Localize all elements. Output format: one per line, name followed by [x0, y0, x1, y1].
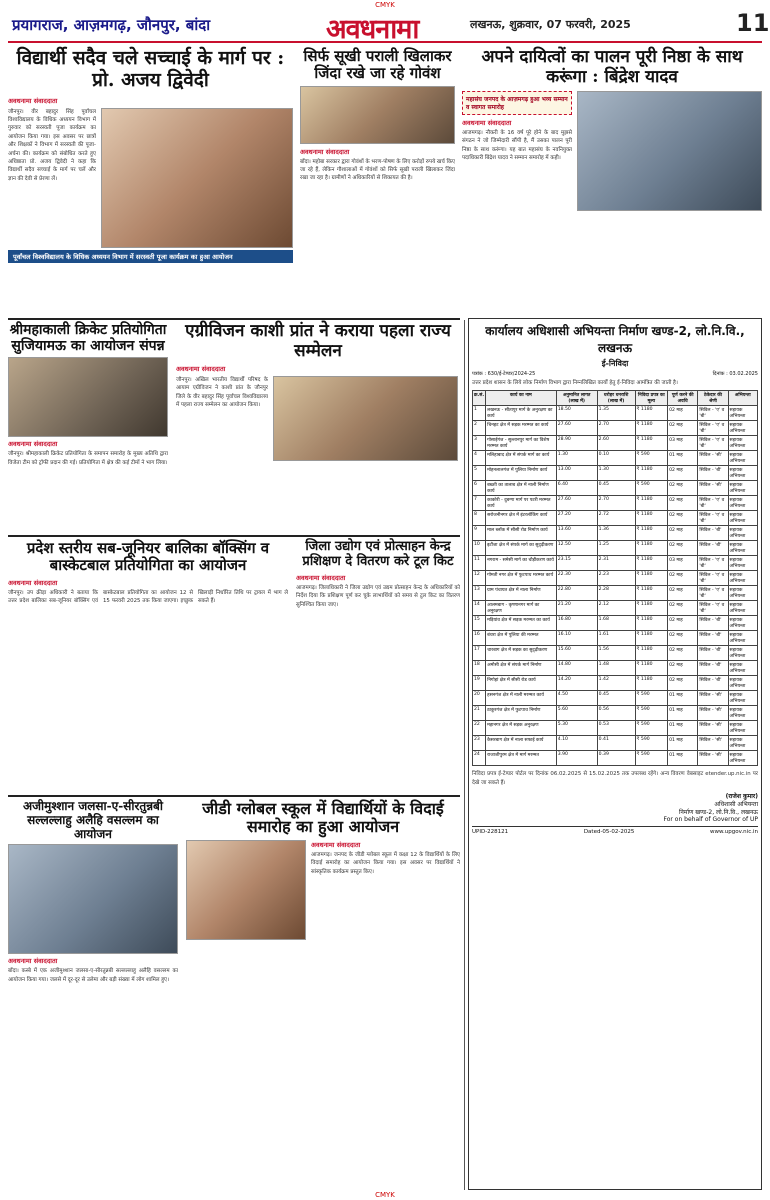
- tender-cell: 02 माह: [668, 406, 698, 421]
- article-photo: [300, 86, 455, 144]
- tender-cell: 15: [473, 616, 486, 631]
- section-divider: [8, 795, 460, 797]
- tender-cell: गोमती नगर क्षेत्र में फुटपाथ मरम्मत कार्य: [486, 571, 557, 586]
- article-cricket: [8, 322, 168, 532]
- tender-cell: 23.15: [556, 556, 597, 571]
- byline: अवधनामा संवाददाता: [300, 147, 350, 156]
- tender-cell: सहायक अभियन्ता: [728, 706, 757, 721]
- tender-cell: सिविल - 'सी': [698, 736, 728, 751]
- tender-cell: ठाकुरगंज क्षेत्र में फुटपाथ निर्माण: [486, 706, 557, 721]
- highlight-note: महासंघ जनपद के आज़मगढ़ हुआ भव्य सम्मान व स्वागत समारोह: [462, 91, 572, 115]
- tender-cell: सिविल - 'बी': [698, 631, 728, 646]
- tender-cell: ₹ 1180: [635, 541, 668, 556]
- tender-cell: 1.42: [597, 676, 635, 691]
- tender-cell: 02 माह: [668, 421, 698, 436]
- article-photo: [273, 376, 458, 461]
- article-agrivision: [176, 322, 460, 532]
- article-body: आजमगढ़। जिलाधिकारी ने जिला उद्योग एवं उद्यम प्रोत्साहन केन्द्र के अधिकारियों को निर्देश दिया कि प्रशिक्षण पूर्ण कर चुके लाभार्थियों को समय से टूल किट का वितरण सुनिश्चित किया जाए।: [296, 584, 460, 608]
- tender-cell: सहायक अभियन्ता: [728, 511, 757, 526]
- tender-cell: 0.39: [597, 751, 635, 766]
- tender-col-header: कार्य का नाम: [486, 391, 557, 406]
- tender-cell: नगराम - समेसी मार्ग का चौड़ीकरण कार्य: [486, 556, 557, 571]
- headline: जिला उद्योग एवं प्रोत्साहन केन्द्र प्रशिक्षण दे वितरण करे टूल किट: [302, 539, 454, 569]
- tender-cell: सहायक अभियन्ता: [728, 421, 757, 436]
- tender-cell: सिविल - 'बी': [698, 646, 728, 661]
- tender-cell: 16.80: [556, 616, 597, 631]
- tender-cell: 4.50: [556, 691, 597, 706]
- tender-cell: सहायक अभियन्ता: [728, 721, 757, 736]
- tender-cell: सिविल - 'सी': [698, 451, 728, 466]
- tender-cell: 01 माह: [668, 751, 698, 766]
- tender-cell: 02 माह: [668, 586, 698, 601]
- tender-cell: सिविल - 'सी': [698, 481, 728, 496]
- tender-cell: ₹ 1180: [635, 586, 668, 601]
- article-vidyarthi: [8, 48, 293, 313]
- tender-cell: बख्शी का तालाब क्षेत्र में नाली निर्माण कार्य: [486, 481, 557, 496]
- tender-cell: सहायक अभियन्ता: [728, 646, 757, 661]
- page-number: 11: [736, 9, 770, 37]
- tender-cell: 1.48: [597, 661, 635, 676]
- tender-cell: सहायक अभियन्ता: [728, 691, 757, 706]
- tender-row: [473, 751, 758, 766]
- tender-cell: 02 माह: [668, 616, 698, 631]
- article-body: जौनपुर। श्रीमहाकाली क्रिकेट प्रतियोगिता के समापन समारोह के मुख्य अतिथि द्वारा विजेता टीम को ट्रॉफी प्रदान की गई। प्रतियोगिता में क्षेत्र की कई टीमों ने भाग लिया।: [8, 451, 168, 466]
- tender-row: [473, 721, 758, 736]
- cmyk-marker-top: CMYK: [375, 1, 395, 9]
- tender-cell: ₹ 1180: [635, 676, 668, 691]
- tender-cell: सहायक अभियन्ता: [728, 586, 757, 601]
- tender-cell: 3: [473, 436, 486, 451]
- tender-cell: लखनऊ - सीतापुर मार्ग के अनुरक्षण का कार्य: [486, 406, 557, 421]
- tender-cell: 6.40: [556, 481, 597, 496]
- tender-cell: ₹ 590: [635, 481, 668, 496]
- tender-cell: 4: [473, 451, 486, 466]
- tender-cell: ₹ 590: [635, 451, 668, 466]
- tender-cell: 21.20: [556, 601, 597, 616]
- tender-cell: सिविल - 'बी': [698, 466, 728, 481]
- tender-ref: पत्रांक : 630/ई-टेण्डर/2024-25: [472, 371, 536, 377]
- article-udyog: [296, 540, 460, 790]
- tender-cell: महानगर क्षेत्र में सड़क अनुरक्षण: [486, 721, 557, 736]
- tender-cell: सहायक अभियन्ता: [728, 436, 757, 451]
- tender-cell: 02 माह: [668, 511, 698, 526]
- tender-cell: ₹ 1180: [635, 646, 668, 661]
- masthead-cities: प्रयागराज, आज़मगढ़, जौनपुर, बांदा: [12, 16, 211, 34]
- tender-cell: 02 माह: [668, 646, 698, 661]
- tender-cell: ₹ 1180: [635, 436, 668, 451]
- tender-cell: ₹ 1180: [635, 601, 668, 616]
- tender-cell: सिविल - 'ए' व 'बी': [698, 586, 728, 601]
- tender-cell: 13: [473, 586, 486, 601]
- tender-col-header: अभियन्ता: [728, 391, 757, 406]
- tender-cell: 01 माह: [668, 691, 698, 706]
- tender-cell: 16.10: [556, 631, 597, 646]
- headline: जीडी ग्लोबल स्कूल में विद्यार्थियों के विदाई समारोह का हुआ आयोजन: [202, 799, 444, 837]
- signature-name: (राजेश कुमार): [725, 793, 758, 801]
- tender-cell: 24: [473, 751, 486, 766]
- tender-row: [473, 556, 758, 571]
- masthead: [8, 9, 770, 45]
- tender-cell: ₹ 1180: [635, 616, 668, 631]
- tender-cell: 2.60: [597, 436, 635, 451]
- tender-cell: 13.00: [556, 466, 597, 481]
- tender-cell: बंथरा क्षेत्र में पुलिया की मरम्मत: [486, 631, 557, 646]
- article-photo: [101, 108, 293, 248]
- tender-cell: गोसाईगंज - सुल्तानपुर मार्ग का विशेष मरम्मत कार्य: [486, 436, 557, 451]
- tender-row: [473, 661, 758, 676]
- tender-cell: सिविल - 'बी': [698, 541, 728, 556]
- upid: UPID-228121: [472, 829, 509, 836]
- tender-cell: 11: [473, 556, 486, 571]
- tender-cell: सहायक अभियन्ता: [728, 496, 757, 511]
- tender-cell: 14.20: [556, 676, 597, 691]
- article-body: आजमगढ़। नौकरी के 16 वर्ष पूरे होने के बाद मुझसे संगठन ने जो जिम्मेदारी सौंपी है, मैं उसका पालन पूरी निष्ठा के साथ करूंगा। यह बात महासंघ के नवनियुक्त पदाधिकारी बिंद्रेश यादव ने सम्मान समारोह में कही।: [462, 130, 572, 162]
- tender-cell: ₹ 1180: [635, 526, 668, 541]
- tender-cell: सिविल - 'सी': [698, 691, 728, 706]
- tender-cell: 5: [473, 466, 486, 481]
- tender-cell: ₹ 1180: [635, 421, 668, 436]
- headline: अपने दायित्वों का पालन पूरी निष्ठा के साथ करूंगा : बिंद्रेश यादव: [481, 47, 743, 87]
- tender-col-header: निविदा प्रपत्र का मूल्य: [635, 391, 668, 406]
- tender-cell: 01 माह: [668, 736, 698, 751]
- article-body: जौनपुर। वीर बहादुर सिंह पूर्वांचल विश्वविद्यालय के विधिक अध्ययन विभाग में गुरुवार को सरस्वती पूजा कार्यक्रम का आयोजन किया गया। इस अवसर पर छात्रों और शिक्षकों ने विभाग में सरस्वती की पूजा-अर्चना की। कार्यक्रम को संबोधित करते हुए अधिष्ठाता प्रो. अजय द्विवेदी ने कहा कि विद्यार्थी सदैव सच्चाई के मार्ग पर चलें और ज्ञान की देवी से प्रेरणा लें।: [8, 108, 96, 182]
- tender-cell: सरोजनीनगर क्षेत्र में इंटरलॉकिंग कार्य: [486, 511, 557, 526]
- article-body: जौनपुर। अखिल भारतीय विद्यार्थी परिषद के आयाम एग्रीविजन ने काशी प्रांत के जौनपुर जिले के वीर बहादुर सिंह पूर्वांचल विश्वविद्यालय में पहला राज्य सम्मेलन का आयोजन किया।: [176, 377, 268, 409]
- tender-cell: 0.56: [597, 706, 635, 721]
- tender-cell: 22.30: [556, 571, 597, 586]
- tender-cell: सिविल - 'ए' व 'बी': [698, 436, 728, 451]
- tender-cell: सहायक अभियन्ता: [728, 571, 757, 586]
- cmyk-marker-bottom: CMYK: [375, 1191, 395, 1199]
- tender-col-header: ठेकेदार की श्रेणी: [698, 391, 728, 406]
- tender-row: [473, 706, 758, 721]
- tender-row: [473, 451, 758, 466]
- tender-cell: ₹ 590: [635, 721, 668, 736]
- tender-cell: 01 माह: [668, 706, 698, 721]
- tender-row: [473, 736, 758, 751]
- tender-cell: 27.60: [556, 421, 597, 436]
- masthead-date: लखनऊ, शुक्रवार, 07 फरवरी, 2025: [470, 18, 631, 31]
- tender-cell: सिविल - 'सी': [698, 721, 728, 736]
- tender-cell: ₹ 590: [635, 736, 668, 751]
- tender-cell: 18.50: [556, 406, 597, 421]
- tender-cell: ₹ 590: [635, 691, 668, 706]
- tender-cell: 17: [473, 646, 486, 661]
- tender-cell: 2.23: [597, 571, 635, 586]
- article-photo: [8, 844, 178, 954]
- tender-cell: ₹ 590: [635, 751, 668, 766]
- tender-cell: 02 माह: [668, 481, 698, 496]
- tender-cell: 02 माह: [668, 496, 698, 511]
- tender-row: [473, 421, 758, 436]
- tender-cell: सहायक अभियन्ता: [728, 556, 757, 571]
- article-gd-global: [186, 800, 460, 1190]
- tender-cell: 1.30: [556, 451, 597, 466]
- tender-cell: 12: [473, 571, 486, 586]
- tender-cell: ₹ 1180: [635, 496, 668, 511]
- tender-cell: निगोहां क्षेत्र में सीसी रोड कार्य: [486, 676, 557, 691]
- tender-cell: 2.31: [597, 556, 635, 571]
- tender-col-header: अनुमानित लागत (लाख में): [556, 391, 597, 406]
- tender-cell: ₹ 1180: [635, 631, 668, 646]
- tender-cell: मलिहाबाद क्षेत्र में संपर्क मार्ग का कार्य: [486, 451, 557, 466]
- article-body: बाँदा। कस्बे में एक अजीमुश्शान जलसा-ए-सीरतुन्नबी सल्लल्लाहु अलैहि वसल्लम का आयोजन किया गया। जलसे में दूर-दूर से उलेमा और बड़ी संख्या में लोग शामिल हुए।: [8, 968, 178, 983]
- tender-cell: 2.70: [597, 496, 635, 511]
- section-divider: [8, 318, 460, 320]
- tender-row: [473, 646, 758, 661]
- tender-row: [473, 496, 758, 511]
- tender-cell: 02 माह: [668, 676, 698, 691]
- photo-caption: पूर्वांचल विश्वविद्यालय के विधिक अध्ययन विभाग में सरस्वती पूजा कार्यक्रम का हुआ आयोजन: [8, 250, 293, 263]
- tender-cell: 4.10: [556, 736, 597, 751]
- tender-cell: सहायक अभियन्ता: [728, 616, 757, 631]
- tender-cell: 2: [473, 421, 486, 436]
- tender-dated: Dated-05-02-2025: [583, 829, 635, 836]
- tender-cell: 01 माह: [668, 721, 698, 736]
- tender-row: [473, 676, 758, 691]
- tender-cell: सिविल - 'बी': [698, 526, 728, 541]
- tender-row: [473, 616, 758, 631]
- tender-cell: 14.80: [556, 661, 597, 676]
- tender-cell: सहायक अभियन्ता: [728, 451, 757, 466]
- tender-row: [473, 601, 758, 616]
- tender-subtitle: ई-निविदा: [601, 359, 629, 368]
- tender-cell: 20: [473, 691, 486, 706]
- tender-cell: 1.61: [597, 631, 635, 646]
- tender-cell: 22: [473, 721, 486, 736]
- byline: अवधनामा संवाददाता: [296, 573, 346, 582]
- tender-cell: राजाजीपुरम क्षेत्र में मार्ग मरम्मत: [486, 751, 557, 766]
- tender-cell: 7: [473, 496, 486, 511]
- tender-cell: 3.90: [556, 751, 597, 766]
- tender-cell: सिविल - 'ए' व 'बी': [698, 421, 728, 436]
- tender-website: www.upgov.nic.in: [710, 829, 758, 836]
- byline: अवधनामा संवाददाता: [8, 440, 58, 449]
- tender-col-header: क्र.सं.: [473, 391, 486, 406]
- tender-cell: 28.90: [556, 436, 597, 451]
- tender-cell: 2.70: [597, 421, 635, 436]
- headline: प्रदेश स्तरीय सब-जूनियर बालिका बॉक्सिंग व बास्केटबाल प्रतियोगिता का आयोजन: [26, 539, 270, 575]
- tender-cell: सिविल - 'ए' व 'बी': [698, 511, 728, 526]
- signature-title: अधिशासी अभियन्ता: [714, 801, 758, 809]
- tender-row: [473, 571, 758, 586]
- tender-cell: 0.45: [597, 691, 635, 706]
- article-photo: [8, 357, 168, 437]
- tender-date: दिनांक : 03.02.2025: [712, 371, 758, 377]
- tender-cell: 02 माह: [668, 541, 698, 556]
- tender-cell: 0.53: [597, 721, 635, 736]
- byline: अवधनामा संवाददाता: [176, 365, 226, 374]
- tender-cell: 02 माह: [668, 571, 698, 586]
- tender-cell: सहायक अभियन्ता: [728, 481, 757, 496]
- tender-cell: सहायक अभियन्ता: [728, 526, 757, 541]
- tender-cell: 1.25: [597, 541, 635, 556]
- tender-cell: मड़ियांव क्षेत्र में सड़क मरम्मत का कार्य: [486, 616, 557, 631]
- tender-row: [473, 691, 758, 706]
- signature-division: निर्माण खण्ड-2, लो.नि.वि., लखनऊ: [679, 809, 758, 817]
- tender-cell: ₹ 1180: [635, 406, 668, 421]
- tender-cell: चारबाग क्षेत्र में सड़क का सुदृढ़ीकरण: [486, 646, 557, 661]
- tender-cell: सहायक अभियन्ता: [728, 676, 757, 691]
- byline: अवधनामा संवाददाता: [8, 957, 58, 966]
- tender-cell: 8: [473, 511, 486, 526]
- article-jalsa: [8, 800, 178, 1190]
- tender-cell: इटौंजा क्षेत्र में संपर्क मार्ग का सुदृढ़ीकरण: [486, 541, 557, 556]
- tender-cell: 1.68: [597, 616, 635, 631]
- tender-title: कार्यालय अधिशासी अभियन्ता निर्माण खण्ड-2, लो.नि.वि., लखनऊ: [485, 324, 745, 355]
- tender-cell: 10: [473, 541, 486, 556]
- tender-cell: सहायक अभियन्ता: [728, 736, 757, 751]
- tender-cell: माल ब्लॉक में सीसी रोड निर्माण कार्य: [486, 526, 557, 541]
- tender-cell: 2.72: [597, 511, 635, 526]
- byline: अवधनामा संवाददाता: [8, 96, 58, 105]
- tender-cell: काकोरी - दुबग्गा मार्ग पर पटरी मरम्मत कार्य: [486, 496, 557, 511]
- tender-cell: 27.20: [556, 511, 597, 526]
- tender-row: [473, 481, 758, 496]
- article-bindresh: [462, 48, 762, 313]
- tender-cell: ₹ 1180: [635, 556, 668, 571]
- byline: अवधनामा संवाददाता: [311, 840, 361, 849]
- tender-cell: सिविल - 'बी': [698, 661, 728, 676]
- tender-cell: 02 माह: [668, 466, 698, 481]
- tender-row: [473, 436, 758, 451]
- headline: विद्यार्थी सदैव चले सच्चाई के मार्ग पर : प्रो. अजय द्विवेदी: [16, 47, 285, 91]
- tender-cell: अमौसी क्षेत्र में संपर्क मार्ग निर्माण: [486, 661, 557, 676]
- tender-cell: 6: [473, 481, 486, 496]
- tender-footer-note: निविदा प्रपत्र ई-टेण्डर पोर्टल पर दिनांक 06.02.2025 से 15.02.2025 तक उपलब्ध रहेंगे। अन्य विवरण वेबसाइट etender.up.nic.in पर देखे जा सकते हैं।: [472, 771, 758, 786]
- tender-row: [473, 406, 758, 421]
- tender-row: [473, 631, 758, 646]
- article-body: बाँदा। महोबा सरकार द्वारा गोवंशों के भरण-पोषण के लिए करोड़ों रुपये खर्च किए जा रहे हैं, लेकिन गौशालाओं में गोवंशों को सिर्फ सूखी पराली खिलाकर जिंदा रखा जा रहा है। ग्रामीणों ने अधिकारियों से शिकायत की है।: [300, 158, 455, 182]
- tender-row: [473, 541, 758, 556]
- tender-cell: आलमबाग - कृष्णानगर मार्ग का अनुरक्षण: [486, 601, 557, 616]
- tender-intro: उत्तर प्रदेश शासन के लिये लोक निर्माण विभाग द्वारा निम्नलिखित कार्यों हेतु ई-निविदा आमंत्रित की जाती है।: [472, 380, 678, 386]
- tender-cell: कैसरबाग क्षेत्र में नाला सफाई कार्य: [486, 736, 557, 751]
- tender-cell: 02 माह: [668, 601, 698, 616]
- tender-cell: 01 माह: [668, 451, 698, 466]
- tender-cell: 27.60: [556, 496, 597, 511]
- tender-cell: ₹ 1180: [635, 466, 668, 481]
- column-rule: [464, 320, 465, 1190]
- article-body: जौनपुर। उप क्रीड़ा अधिकारी ने बताया कि उत्तर प्रदेश बालिका सब-जूनियर बॉक्सिंग एवं बास्केटबाल प्रतियोगिता का आयोजन 12 से 15 फरवरी 2025 तक किया जाएगा। इच्छुक खिलाड़ी निर्धारित तिथि पर ट्रायल में भाग ले सकते हैं।: [8, 589, 288, 604]
- tender-cell: 12.50: [556, 541, 597, 556]
- tender-table: [472, 390, 758, 766]
- article-govansh: [300, 48, 455, 313]
- tender-cell: 13.60: [556, 526, 597, 541]
- tender-cell: ग्राम पंचायत क्षेत्र में नाला निर्माण: [486, 586, 557, 601]
- tender-cell: 02 माह: [668, 631, 698, 646]
- tender-cell: 0.41: [597, 736, 635, 751]
- tender-row: [473, 511, 758, 526]
- tender-cell: 9: [473, 526, 486, 541]
- tender-cell: चिनहट क्षेत्र में सड़क मरम्मत का कार्य: [486, 421, 557, 436]
- tender-cell: 1.35: [597, 406, 635, 421]
- tender-cell: 18: [473, 661, 486, 676]
- tender-cell: सिविल - 'बी': [698, 616, 728, 631]
- tender-cell: 1.30: [597, 466, 635, 481]
- headline: एग्रीविजन काशी प्रांत ने कराया पहला राज्य सम्मेलन: [185, 321, 451, 361]
- tender-cell: सहायक अभियन्ता: [728, 631, 757, 646]
- tender-cell: सिविल - 'सी': [698, 706, 728, 721]
- tender-notice: [468, 318, 762, 1190]
- tender-cell: 2.28: [597, 586, 635, 601]
- tender-cell: सहायक अभियन्ता: [728, 751, 757, 766]
- article-photo: [577, 91, 762, 211]
- tender-cell: 5.60: [556, 706, 597, 721]
- tender-row: [473, 526, 758, 541]
- tender-cell: 19: [473, 676, 486, 691]
- article-photo: [186, 840, 306, 940]
- tender-cell: 1.56: [597, 646, 635, 661]
- tender-cell: सिविल - 'बी': [698, 676, 728, 691]
- tender-cell: 1.36: [597, 526, 635, 541]
- article-body: आजमगढ़। जनपद के जीडी ग्लोबल स्कूल में कक्षा 12 के विद्यार्थियों के लिए विदाई समारोह का आयोजन किया गया। इस अवसर पर विद्यार्थियों ने सांस्कृतिक कार्यक्रम प्रस्तुत किए।: [311, 851, 460, 875]
- tender-cell: सहायक अभियन्ता: [728, 406, 757, 421]
- article-boxing: [8, 540, 288, 790]
- headline: सिर्फ सूखी पराली खिलाकर जिंदा रखे जा रहे गोवंश: [303, 47, 452, 83]
- tender-cell: मोहनलालगंज में पुलिया निर्माण कार्य: [486, 466, 557, 481]
- section-divider: [8, 535, 460, 537]
- tender-cell: सिविल - 'सी': [698, 751, 728, 766]
- tender-cell: सिविल - 'ए' व 'बी': [698, 556, 728, 571]
- tender-cell: 5.30: [556, 721, 597, 736]
- tender-cell: हसनगंज क्षेत्र में नाली मरम्मत कार्य: [486, 691, 557, 706]
- tender-cell: सिविल - 'ए' व 'बी': [698, 601, 728, 616]
- tender-cell: 23: [473, 736, 486, 751]
- tender-cell: 02 माह: [668, 526, 698, 541]
- tender-cell: सिविल - 'ए' व 'बी': [698, 496, 728, 511]
- headline: श्रीमहाकाली क्रिकेट प्रतियोगिता सुजियामऊ का आयोजन संपन्न: [9, 322, 167, 355]
- tender-cell: 21: [473, 706, 486, 721]
- byline: अवधनामा संवाददाता: [462, 119, 512, 128]
- tender-cell: 15.60: [556, 646, 597, 661]
- byline: अवधनामा संवाददाता: [8, 578, 58, 587]
- tender-cell: 14: [473, 601, 486, 616]
- tender-cell: 1: [473, 406, 486, 421]
- tender-cell: सिविल - 'ए' व 'बी': [698, 571, 728, 586]
- tender-cell: सहायक अभियन्ता: [728, 541, 757, 556]
- tender-cell: ₹ 1180: [635, 571, 668, 586]
- tender-cell: सहायक अभियन्ता: [728, 466, 757, 481]
- tender-cell: ₹ 1180: [635, 661, 668, 676]
- signature-governor: For on behalf of Governor of UP: [663, 816, 758, 824]
- tender-row: [473, 586, 758, 601]
- headline: अजीमुश्शान जलसा-ए-सीरतुन्नबी सल्लल्लाहु अलैहि वसल्लम का आयोजन: [22, 799, 164, 841]
- tender-cell: 0.45: [597, 481, 635, 496]
- tender-cell: ₹ 590: [635, 706, 668, 721]
- tender-col-header: पूर्ण करने की अवधि: [668, 391, 698, 406]
- tender-cell: 02 माह: [668, 661, 698, 676]
- tender-cell: 03 माह: [668, 436, 698, 451]
- tender-cell: सिविल - 'ए' व 'बी': [698, 406, 728, 421]
- tender-cell: ₹ 1180: [635, 511, 668, 526]
- tender-row: [473, 466, 758, 481]
- tender-cell: 2.12: [597, 601, 635, 616]
- tender-cell: सहायक अभियन्ता: [728, 661, 757, 676]
- tender-cell: सहायक अभियन्ता: [728, 601, 757, 616]
- tender-cell: 03 माह: [668, 556, 698, 571]
- tender-col-header: धरोहर धनराशि (लाख में): [597, 391, 635, 406]
- newspaper-logo: अवधनामा: [326, 14, 419, 45]
- tender-cell: 0.10: [597, 451, 635, 466]
- tender-cell: 22.80: [556, 586, 597, 601]
- tender-cell: 16: [473, 631, 486, 646]
